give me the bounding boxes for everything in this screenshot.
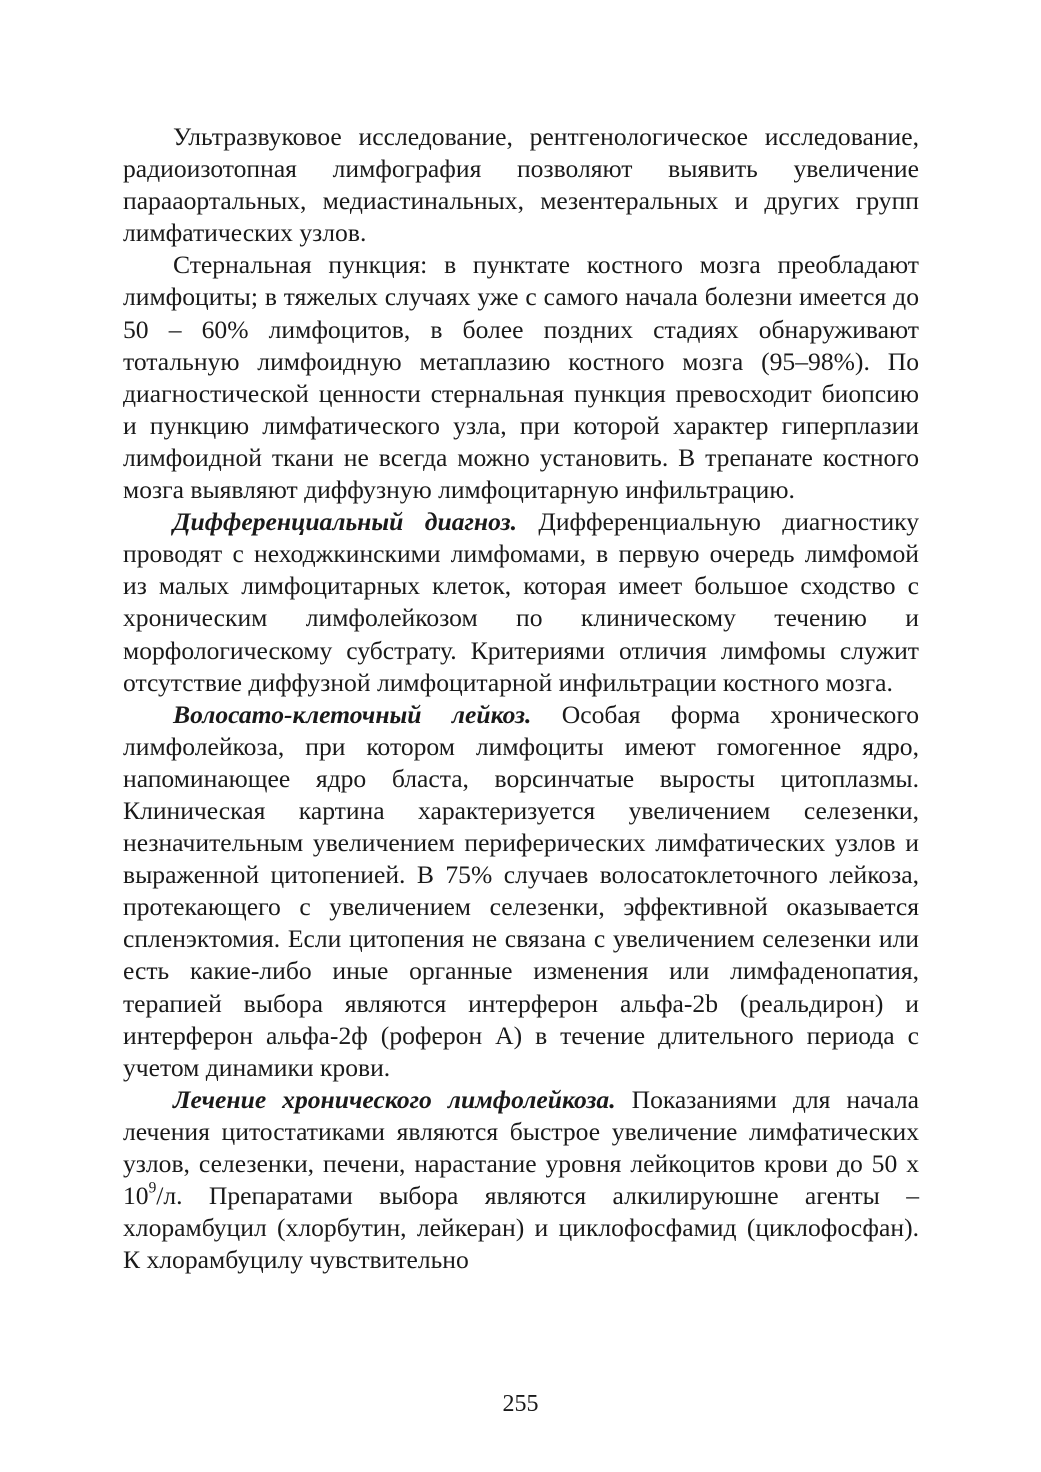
paragraph-hairy-cell-leukemia bbox=[123, 699, 919, 1084]
paragraph-text-continued: /л. Препаратами выбора являются алкилируюшне агенты – хлорамбуцил (хлорбутин, лейкеран) и циклофосфамид (циклофосфан). К хлорамбуцилу чувствительно bbox=[123, 1181, 919, 1275]
paragraph-text: Дифференциальную диагностику проводят с неходжкинскими лимфомами, в первую очередь лимфомой из малых лимфоцитарных клеток, которая имеет большое сходство с хроническим лимфолейкозом по клиническому течению и морфологическому субстрату. Критериями отличия лимфомы служит отсутствие диффузной лимфоцитарной инфильтрации костного мозга. bbox=[123, 507, 920, 697]
paragraph-text: Показаниями для начала лечения цитостатиками являются быстрое увеличение лимфатических узлов, селезенки, печени, нарастание уровня лейкоцитов крови до 50 х 10 bbox=[123, 1084, 919, 1211]
paragraph-sternal-puncture bbox=[123, 249, 919, 506]
paragraph-treatment bbox=[123, 1084, 919, 1277]
page-number: 255 bbox=[502, 1391, 539, 1417]
body-text bbox=[123, 121, 919, 1276]
paragraph-ultrasound bbox=[123, 121, 919, 249]
paragraph-text: Стернальная пункция: в пунктате костного мозга преобладают лимфоциты; в тяжелых случаях уже с самого начала болезни имеется до 50 – 60% лимфоцитов, в более поздних стадиях обнаруживают тотальную лимфоидную метаплазию костного мозга (95–98%). По диагностической ценности стернальная пункция превосходит биопсию и пункцию лимфатического узла, при которой характер гиперплазии лимфоидной ткани не всегда можно установить. В трепанате костного мозга выявляют диффузную лимфоцитарную инфильтрацию. bbox=[123, 250, 919, 505]
paragraph-differential-diagnosis bbox=[123, 506, 919, 699]
paragraph-heading: Дифференциальный диагноз. bbox=[173, 507, 517, 537]
paragraph-heading: Волосато-клеточный лейкоз. bbox=[173, 699, 532, 729]
superscript-exponent: 9 bbox=[148, 1179, 157, 1197]
paragraph-text: Ультразвуковое исследование, рентгенологическое исследование, радиоизотопная лимфография позволяют выявить увеличение парааортальных, медиастинальных, мезентеральных и других групп лимфатических узлов. bbox=[123, 122, 919, 248]
paragraph-heading: Лечение хронического лимфолейкоза. bbox=[173, 1084, 616, 1114]
paragraph-text: Особая форма хронического лимфолейкоза, при котором лимфоциты имеют гомогенное ядро, напоминающее ядро бласта, ворсинчатые выросты цитоплазмы. Клиническая картина характеризуется увеличением селезенки, незначительным увеличением периферических лимфатических узлов и выраженной цитопенией. В 75% случаев волосатоклеточного лейкоза, протекающего с увеличением селезенки, эффективной оказывается спленэктомия. Если цитопения не связана с увеличением селезенки или есть какие-либо иные органные изменения или лимфаденопатия, терапией выбора являются интерферон альфа-2b (реальдирон) и интерферон альфа-2ф (роферон А) в течение длительного периода с учетом динамики крови. bbox=[123, 699, 919, 1082]
